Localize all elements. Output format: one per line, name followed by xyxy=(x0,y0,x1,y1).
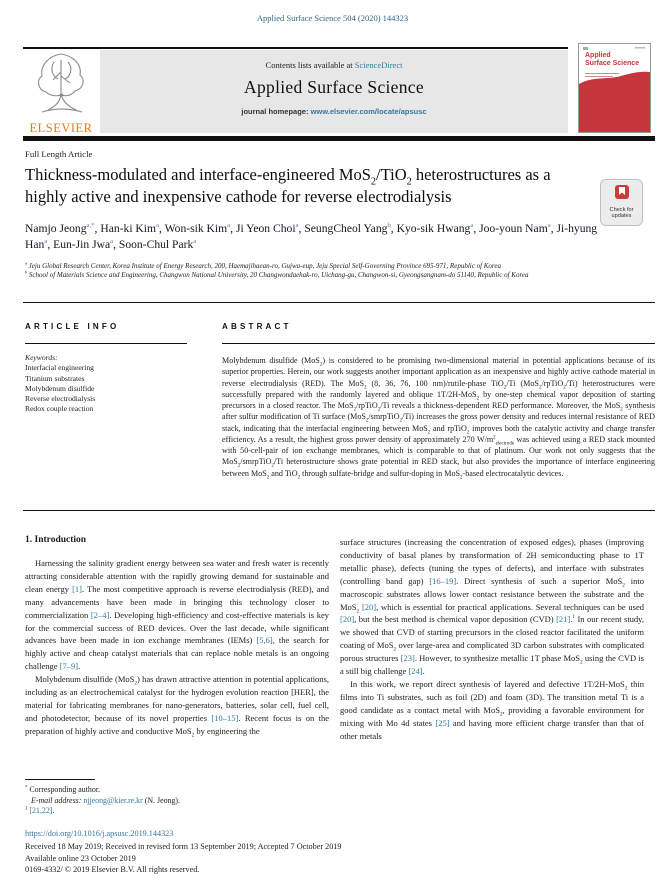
author-list: Namjo Jeong$^{a,*}$, Han-ki Kim$^a$, Won-sik Kim$^a$, Ji Yeon Choi$^a$, SeungCheol Yang$^b$, Kyo-sik Hwang$^a$, Joo-youn Nam$^a$, Ji-hyung Han$^a$, Eun-Jin Jwa$^a$, Soon-Chul Park$^a$ xyxy=(25,222,598,251)
received-line: Received 18 May 2019; Received in revised form 13 September 2019; Accepted 7 October 2019 xyxy=(25,842,342,851)
body-paragraph: Harnessing the salinity gradient energy between sea water and fresh water is recently attracting considerable attention with the rapidly growing demand for sustainable and clean energy [1]. The most competitive approach is reverse electrodialysis (RED), and many advancements have been made in bringing this technology closer to commercialization [2–4]. Developing high-efficiency and cost-effective materials is key for the commercial success of RED devices. Over the last decade, while significant advances have been made in ion exchange membranes (IEMs) [5,6], the search for highly active and cheap catalyst materials that can replace noble metals is an ongoing challenge [7–9]. xyxy=(25,558,330,672)
doi-link-line xyxy=(25,829,173,838)
journal-title: Applied Surface Science xyxy=(244,77,424,97)
abstract-heading: ABSTRACT xyxy=(222,322,292,331)
homepage-prefix: journal homepage: xyxy=(241,107,311,116)
cover-title: Applied Surface Science xyxy=(585,52,640,67)
article-info-heading: ARTICLE INFO xyxy=(25,322,120,331)
body-paragraph: surface structures (increasing the concentration of exposed edges), phases (improving conductivity of basal planes by transformation of 2H semiconducting phase to 1T metallic phase), defects (tuning the types of defects), and interface with substrates (controlling band gap) [16–19]. Direct synthesis of such a superior MoS$_2$ into macroscopic substrates allows lower contact resistance between the substrate and the MoS$_2$ [20], which is essential for practical applications. Several techniques can be used [20], but the best method is chemical vapor deposition (CVD) [21].$^1$ In our recent study, we showed that CVD of starting precursors in the closed reactor facilitated the uniform coating of MoS$_2$ over large-area and complicated 3D carbon substrates with complicated porous structures [23]. However, to synthesize metallic 1T phase MoS$_2$ using the CVD is a still big challenge [24]. xyxy=(340,537,645,677)
elsevier-tree-icon xyxy=(30,103,92,120)
article-title: Thickness-modulated and interface-engineered MoS$_2$/TiO$_2$ heterostructures as a highly active and inexpensive cathode for reverse electrodialysis xyxy=(25,165,551,206)
available-online-line: Available online 23 October 2019 xyxy=(25,853,136,863)
email-note[interactable]: E-mail address: njjeong@kier.re.kr (N. Jeong). xyxy=(31,795,181,805)
affiliations xyxy=(25,262,630,281)
elsevier-wordmark: ELSEVIER xyxy=(29,121,93,135)
keywords-label: Keywords: xyxy=(25,353,58,362)
corresponding-author-note: * Corresponding author. xyxy=(25,785,100,794)
footnotes-block xyxy=(25,785,325,817)
body-column-left xyxy=(25,557,329,738)
crossmark-icon xyxy=(614,187,630,204)
keyword-item: Titanium substrates xyxy=(25,373,85,383)
keyword-item: Redox couple reaction xyxy=(25,404,94,414)
header-top-rule xyxy=(23,47,568,49)
keywords-block xyxy=(25,353,190,415)
check-for-updates-badge[interactable] xyxy=(600,179,643,226)
abstract-rule xyxy=(222,343,655,344)
keyword-item: Molybdenum disulfide xyxy=(25,383,95,393)
elsevier-logo xyxy=(24,50,98,134)
abstract-text: Molybdenum disulfide (MoS$_2$) is considered to be promising two-dimensional material in potential applications because of its superior properties. Herein, our work suggests another important application as an inexpensive and highly active cathode material in reverse electrodialysis (RED). The MoS$_2$ (8, 36, 76, 100 nm)/rutile-phase TiO$_2$/Ti (MoS$_2$/rpTiO$_2$/Ti) heterostructures were successfully prepared with the randomly layered and oblique 1T/2H-MoS$_2$ by one-step chemical vapor deposition of starting precursors in a closed reactor. The MoS$_2$/rpTiO$_2$/Ti reveals a thickness-dependent RED performance. Moreover, the MoS$_2$ synthesis after sulfur modification of Ti surface (MoS$_2$/smrpTiO$_2$/Ti) increases the gross power density and reduces internal resistance of RED stack, indicating that the interfacial engineering between MoS$_2$ and rpTiO$_2$ improves both the catalytic activity and charge transfer efficiency. As a result, the highest gross power density of approximately 270 $W/m^2_{electrode}$ was achieved using a RED stack mounted with 50-cell-pair of ion exchange membranes, which is comparable to that of platinum. Our work not only suggests that the MoS$_2$/smrpTiO$_2$/Ti heterostructure shows grate potential in RED stack, but also provides the importance of interface engineering between MoS$_2$ and TiO$_2$ through sulfate-bridge and sulfur-doping in MoS$_2$-based electrocatalytic devices. xyxy=(222,356,656,481)
affiliation-a: $^a$ Jeju Global Research Center, Korea Institute of Energy Research, 200, Haemajihaean-ro, Gujwa-eup, Jeju Special Self-Governing Province 695-971, Republic of Korea xyxy=(25,260,501,270)
body-paragraph: Molybdenum disulfide (MoS$_2$) has drawn attractive attention in potential applications, including as an electrochemical catalyst for the hydrogen evolution reaction [HER], the material for fabricating membranes for nano-generators, batteries, solar cell, fuel cell, and photodetector, because of its novel properties [10–15]. Recent focus is on the preparation of highly active and conductive MoS$_2$ by engineering the xyxy=(25,674,329,739)
section-heading-introduction: 1. Introduction xyxy=(25,535,87,545)
journal-banner xyxy=(100,50,568,133)
contents-prefix: Contents lists available at xyxy=(265,60,355,70)
footnote-1: $^1$ [21,22]. xyxy=(25,806,55,816)
badge-label: Check for updates xyxy=(609,207,634,220)
copyright-line: 0169-4332/ © 2019 Elsevier B.V. All rights reserved. xyxy=(25,865,200,874)
article-info-rule xyxy=(25,343,187,344)
journal-cover-thumbnail[interactable] xyxy=(578,43,651,133)
keyword-item: Interfacial engineering xyxy=(25,363,94,373)
abstract-bottom-rule xyxy=(23,510,655,511)
contents-line xyxy=(100,60,568,70)
footnote-rule xyxy=(25,779,95,780)
affiliation-b: $^b$ School of Materials Science and Engineering, Changwon National University, 20 Changwondaehak-ro, Uichang-gu, Changwon-si, Gyeongsangnam-do 51140, Republic of Korea xyxy=(25,269,529,280)
running-head-citation: Applied Surface Science 504 (2020) 144323 xyxy=(256,13,409,23)
footer-dates-block xyxy=(25,841,625,876)
doi-link[interactable]: https://doi.org/10.1016/j.apsusc.2019.144323 xyxy=(25,829,174,838)
title-block-rule xyxy=(23,302,655,303)
homepage-link[interactable]: www.elsevier.com/locate/apsusc xyxy=(310,107,427,116)
article-type-label: Full Length Article xyxy=(25,149,93,159)
keyword-item: Reverse electrodialysis xyxy=(25,394,96,404)
homepage-line xyxy=(100,107,568,116)
sciencedirect-link[interactable]: ScienceDirect xyxy=(354,60,403,70)
banner-bottom-rule xyxy=(23,136,655,141)
body-paragraph: In this work, we report direct synthesis of layered and defective 1T/2H-MoS$_2$ thin films into Ti substrates, such as foil (2D) and foam (3D). The transition metal Ti is a good candidate as a contact metal with MoS$_2$, providing a favorable environment for mixing with Mo 4d states [25] and having more efficient charge transfer than that of other metals xyxy=(340,678,645,741)
body-column-right xyxy=(340,536,644,743)
